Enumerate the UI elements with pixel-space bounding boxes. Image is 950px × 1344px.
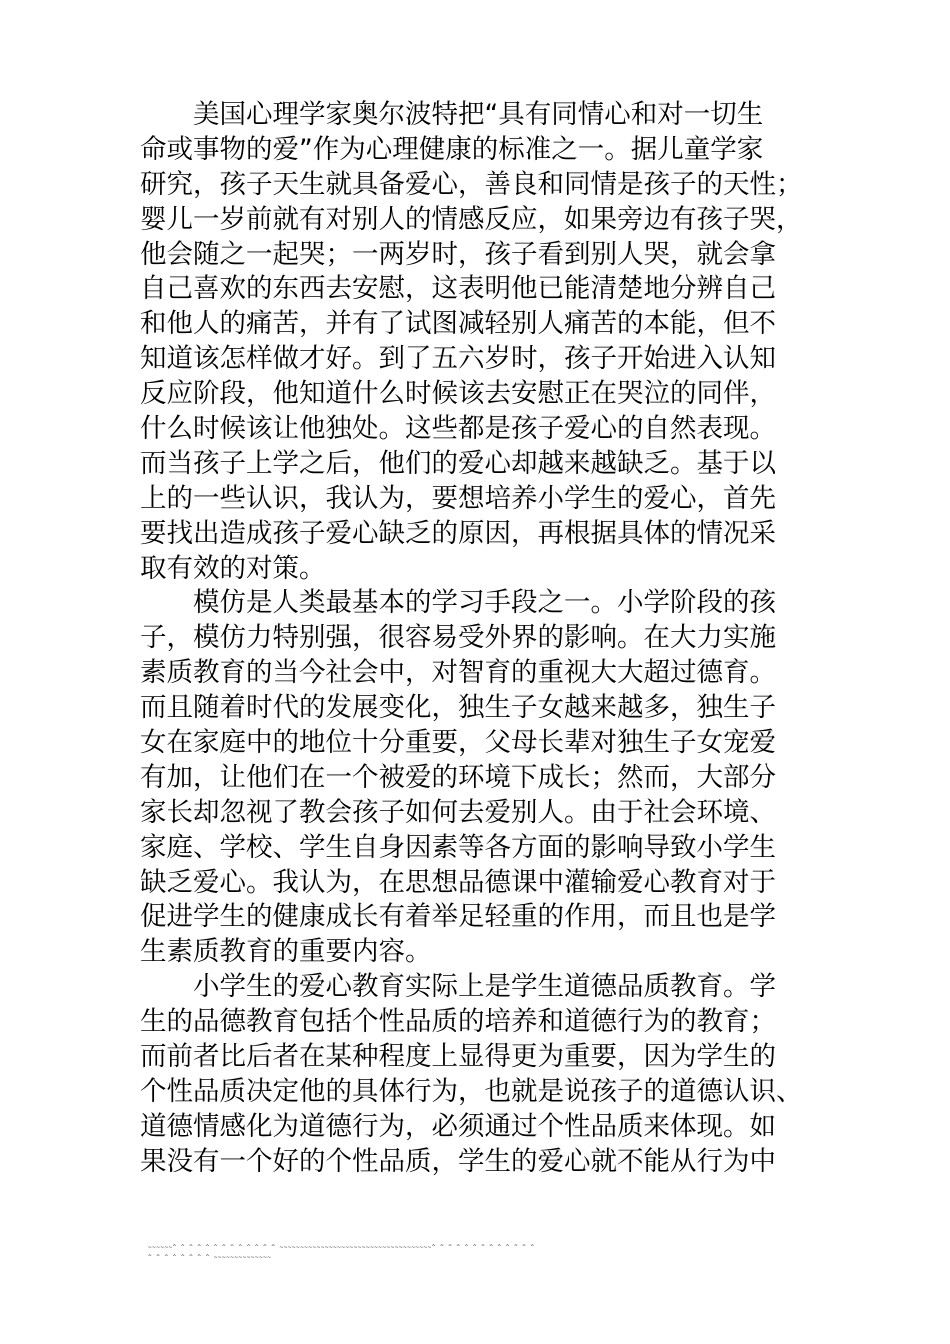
- paragraph-2-line: 子，模仿力特别强，很容易受外界的影响。在大力实施: [140, 622, 776, 654]
- body-text: [140, 98, 830, 1180]
- paragraph-1-line: 和他人的痛苦，并有了试图减轻别人痛苦的本能，但不: [140, 308, 776, 340]
- paragraph-1-line: 什么时候该让他独处。这些都是孩子爱心的自然表现。: [140, 413, 776, 445]
- footer-line: ~~~~~~^ ^ ^ ^ ^ ^ ^ ^ ^ ^ ^ ^ ^ ~~~~~~~~~~~~~~~~~~~~~~~~~~~~~~~~~~~~~^ ^ ^ ^ ^ ^ ^ ^ ^ ^ ^ ^ ^: [148, 1244, 535, 1251]
- paragraph-3-line: 而前者比后者在某种程度上显得更为重要，因为学生的: [140, 1041, 776, 1073]
- paragraph-2-line: 缺乏爱心。我认为，在思想品德课中灌输爱心教育对于: [140, 866, 776, 898]
- paragraph-1-line: 命或事物的爱”作为心理健康的标准之一。据儿童学家: [140, 133, 764, 165]
- paragraph-1-line: 研究，孩子天生就具备爱心，善良和同情是孩子的天性；: [140, 168, 803, 200]
- paragraph-1-line: 他会随之一起哭；一两岁时，孩子看到别人哭，就会拿: [140, 238, 776, 270]
- paragraph-3-line: 小学生的爱心教育实际上是学生道德品质教育。学: [193, 971, 776, 1003]
- paragraph-2-line: 而且随着时代的发展变化，独生子女越来越多，独生子: [140, 692, 776, 724]
- paragraph-2-line: 模仿是人类最基本的学习手段之一。小学阶段的孩: [193, 587, 776, 619]
- paragraph-2-line: 女在家庭中的地位十分重要，父母长辈对独生子女宠爱: [140, 727, 776, 759]
- paragraph-2-line: 家长却忽视了教会孩子如何去爱别人。由于社会环境、: [140, 796, 776, 828]
- paragraph-3-line: 个性品质决定他的具体行为，也就是说孩子的道德认识、: [140, 1075, 803, 1107]
- paragraph-1-line: 取有效的对策。: [140, 552, 326, 584]
- paragraph-1-line: 而当孩子上学之后，他们的爱心却越来越缺乏。基于以: [140, 447, 776, 479]
- paragraph-1-line: 婴儿一岁前就有对别人的情感反应，如果旁边有孩子哭，: [140, 203, 803, 235]
- paragraph-1-line: 知道该怎样做才好。到了五六岁时，孩子开始进入认知: [140, 343, 776, 375]
- paragraph-2-line: 家庭、学校、学生自身因素等各方面的影响导致小学生: [140, 831, 776, 863]
- paragraph-1-line: 反应阶段，他知道什么时候该去安慰正在哭泣的同伴，: [140, 378, 776, 410]
- paragraph-3-line: 道德情感化为道德行为，必须通过个性品质来体现。如: [140, 1110, 776, 1142]
- paragraph-1-line: 美国心理学家奥尔波特把“具有同情心和对一切生: [193, 99, 764, 130]
- paragraph-3-line: 果没有一个好的个性品质，学生的爱心就不能从行为中: [140, 1145, 776, 1177]
- paragraph-2-line: 生素质教育的重要内容。: [140, 936, 432, 968]
- paragraph-2-line: 有加，让他们在一个被爱的环境下成长；然而，大部分: [140, 761, 776, 793]
- footer-line: ^ ^ ^ ^ ^ ^ ^ ^ ~~~~~~~~~~~~~~: [148, 1254, 272, 1261]
- page-footer: [148, 1243, 808, 1263]
- paragraph-1-line: 上的一些认识，我认为，要想培养小学生的爱心，首先: [140, 482, 776, 514]
- paragraph-2-line: 素质教育的当今社会中，对智育的重视大大超过德育。: [140, 657, 776, 689]
- paragraph-1-line: 自己喜欢的东西去安慰，这表明他已能清楚地分辨自己: [140, 273, 776, 305]
- paragraph-3-line: 生的品德教育包括个性品质的培养和道德行为的教育；: [140, 1006, 776, 1038]
- paragraph-1-line: 要找出造成孩子爱心缺乏的原因，再根据具体的情况采: [140, 517, 776, 549]
- paragraph-2-line: 促进学生的健康成长有着举足轻重的作用，而且也是学: [140, 901, 776, 933]
